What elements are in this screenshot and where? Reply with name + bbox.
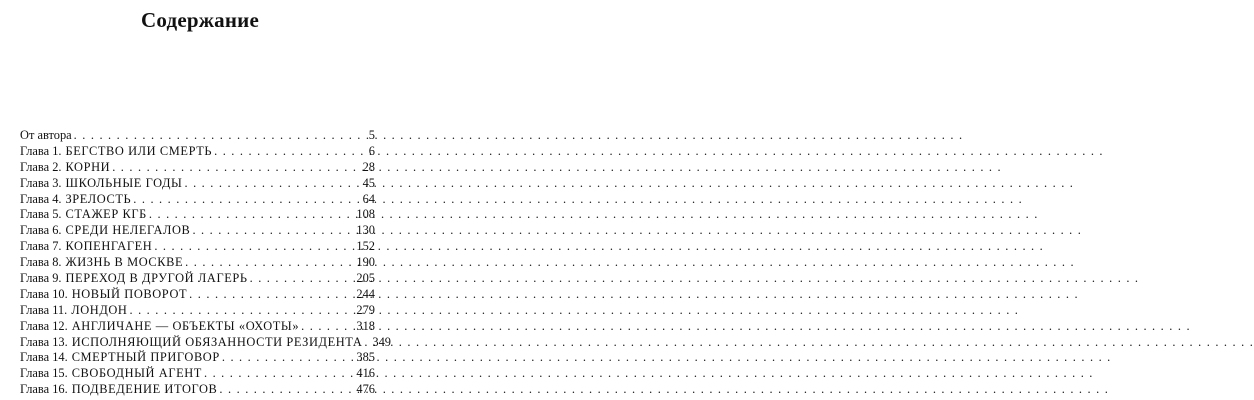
toc-dot-leader (364, 335, 370, 351)
page-title: Содержание (141, 8, 259, 32)
toc-dot-leader (301, 319, 354, 335)
toc-entry (20, 271, 375, 287)
toc-chapter-title: От автора (20, 128, 72, 142)
toc-entry (20, 366, 375, 382)
toc-chapter-number: Глава 3. (20, 175, 62, 190)
toc-page-number: 152 (356, 239, 375, 254)
toc-dot-leader (189, 287, 354, 303)
toc-dot-leader (184, 176, 360, 192)
toc-page-number: 130 (356, 223, 375, 238)
toc-page-number: 385 (356, 350, 375, 365)
toc-chapter-title: КОПЕНГАГЕН (65, 239, 153, 254)
toc-entry (20, 160, 375, 176)
toc-dot-leader (214, 144, 367, 160)
toc-entry (20, 144, 375, 160)
toc-chapter-title: НОВЫЙ ПОВОРОТ (71, 286, 188, 301)
toc-entry (20, 176, 375, 192)
toc-chapter-number: Глава 1. (20, 143, 62, 158)
toc-page-number: 5 (368, 128, 375, 142)
toc-entry (20, 223, 375, 239)
toc-dot-leader (74, 128, 367, 144)
toc-page-number: 476 (356, 382, 375, 397)
toc-chapter-title: ЗРЕЛОСТЬ (65, 191, 132, 206)
toc-dot-leader (250, 271, 355, 287)
toc-entry (20, 239, 375, 255)
toc-chapter-number: Глава 4. (20, 191, 62, 206)
toc-entry (20, 334, 391, 351)
toc-dot-leader (219, 382, 354, 398)
toc-entry (20, 382, 375, 398)
toc-chapter-number: Глава 7. (20, 239, 62, 254)
toc-page-number: 244 (356, 286, 375, 301)
toc-dot-leader (204, 366, 354, 382)
toc-page-number: 279 (356, 302, 375, 317)
toc-dot-leader (154, 239, 354, 255)
toc-chapter-title: АНГЛИЧАНЕ — ОБЪЕКТЫ «ОХОТЫ» (71, 318, 300, 333)
toc-chapter-title: ШКОЛЬНЫЕ ГОДЫ (65, 175, 183, 190)
toc-chapter-title: ЖИЗНЬ В МОСКВЕ (65, 255, 184, 270)
toc-dot-leader (192, 223, 354, 239)
toc-chapter-number: Глава 2. (20, 159, 62, 174)
toc-page-number: 318 (356, 318, 375, 333)
toc-chapter-title: СТАЖЕР КГБ (65, 207, 147, 222)
toc-chapter-number: Глава 8. (20, 255, 62, 270)
toc-dot-leader (185, 255, 354, 271)
toc-chapter-title: СРЕДИ НЕЛЕГАЛОВ (65, 223, 191, 238)
toc-entry (20, 255, 375, 271)
toc-dot-leader (149, 207, 355, 223)
toc-page-number: 205 (356, 271, 375, 286)
toc-chapter-number: Глава 6. (20, 223, 62, 238)
toc-chapter-number: Глава 12. (20, 318, 68, 333)
toc-entry (20, 319, 375, 335)
document-page (0, 0, 400, 400)
toc-chapter-number: Глава 15. (20, 366, 68, 381)
toc-chapter-number: Глава 9. (20, 271, 62, 286)
toc-chapter-number: Глава 13. (20, 334, 68, 349)
toc-chapter-number: Глава 5. (20, 207, 62, 222)
toc-chapter-title: ПОДВЕДЕНИЕ ИТОГОВ (71, 382, 218, 397)
toc-entry (20, 192, 375, 208)
toc-chapter-number: Глава 16. (20, 382, 68, 397)
toc-chapter-title: ИСПОЛНЯЮЩИЙ ОБЯЗАННОСТИ РЕЗИДЕНТА (71, 334, 363, 349)
toc-page-number: 349 (372, 334, 391, 349)
toc-dot-leader (112, 160, 360, 176)
toc-chapter-number: Глава 10. (20, 286, 68, 301)
toc-chapter-title: ЛОНДОН (71, 302, 128, 317)
toc-entry (20, 350, 375, 366)
toc-entry (20, 207, 375, 223)
toc-chapter-number: Глава 14. (20, 350, 68, 365)
toc-chapter-title: КОРНИ (65, 159, 111, 174)
toc-chapter-title: ПЕРЕХОД В ДРУГОЙ ЛАГЕРЬ (65, 271, 248, 286)
toc-dot-leader (222, 350, 355, 366)
toc-entry (20, 128, 375, 144)
toc-chapter-title: СВОБОДНЫЙ АГЕНТ (71, 366, 202, 381)
toc-page-number: 6 (368, 143, 375, 158)
toc-dot-leader (133, 192, 360, 208)
toc-chapter-title: СМЕРТНЫЙ ПРИГОВОР (71, 350, 220, 365)
table-of-contents (20, 128, 391, 398)
toc-page-number: 28 (362, 159, 375, 174)
toc-chapter-number: Глава 11. (20, 302, 68, 317)
toc-entry (20, 303, 375, 319)
toc-page-number: 416 (356, 366, 375, 381)
toc-page-number: 64 (362, 191, 375, 206)
toc-page-number: 45 (362, 175, 375, 190)
toc-dot-leader (129, 303, 354, 319)
toc-entry (20, 287, 375, 303)
toc-page-number: 190 (356, 255, 375, 270)
toc-chapter-title: БЕГСТВО ИЛИ СМЕРТЬ (65, 143, 213, 158)
toc-page-number: 108 (356, 207, 375, 222)
